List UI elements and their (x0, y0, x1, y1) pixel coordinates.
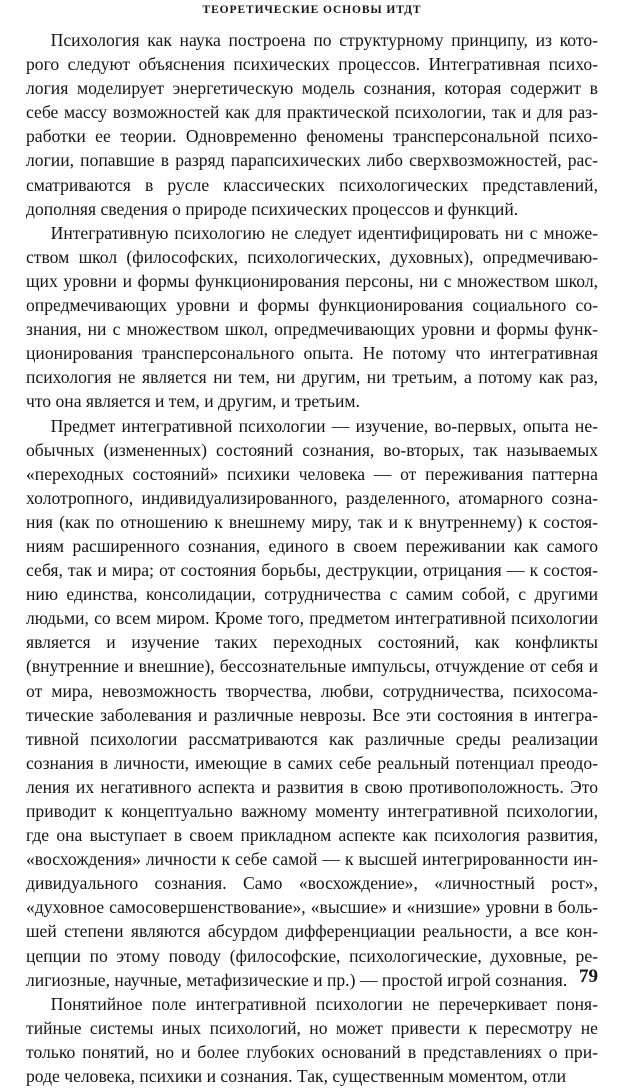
paragraph: Интегративную психологию не следует идентифицировать ни с множеством школ (философских, психологических, духовных), опредмечивающих уровни и формы функционирования персоны, ни с множеством школ, опредмечивающих уровни и формы функционирования социального сознания, ни с множеством школ, опредмечивающих уровни и формы функционирования трансперсонального опыта. Не потому что интегративная психология не является ни тем, ни другим, ни третьим, а потому как раз, что она является и тем, и другим, и третьим. (26, 222, 598, 412)
page-number: 79 (579, 966, 598, 987)
book-page (26, 0, 598, 1087)
paragraph: Предмет интегративной психологии — изучение, во-первых, опыта необычных (измененных) состояний сознания, во-вторых, так называемых «переходных состояний» психики человека — от переживания паттерна холотропного, индивидуализированного, разделенного, атомарного сознания (как по отношению к внешнему миру, так и к внутреннему) к состояниям расширенного сознания, единого в своем переживании как самого себя, так и мира; от состояния борьбы, деструкции, отрицания — к состоянию единства, консолидации, сотрудничества с самим собой, с другими людьми, со всем миром. Кроме того, предметом интегративной психологии является и изучение таких переходных состояний, как конфликты (внутренние и внешние), бессознательные импульсы, отчуждение от себя и от мира, невозможность творчества, любви, сотрудничества, психосоматические заболевания и различные неврозы. Все эти состояния в интегративной психологии рассматриваются как различные среды реализации сознания в личности, имеющие в самих себе реальный потенциал преодоления их негативного аспекта и развития в свою противоположность. Это приводит к концептуально важному моменту интегративной психологии, где она выступает в своем прикладном аспекте как психология развития, «восхождения» личности к себе самой — к высшей интегрированности индивидуального сознания. Само «восхождение», «личностный рост», «духовное самосовершенствование», «высшие» и «низшие» уровни в большей степени являются абсурдом дифференциации реальности, а все концепции по этому поводу (философские, психологические, духовные, религиозные, научные, метафизические и пр.) — простой игрой сознания. (26, 415, 598, 990)
paragraph: Психология как наука построена по структурному принципу, из которого следуют объяснения психических процессов. Интегративная психология моделирует энергетическую модель сознания, которая содержит в себе массу возможностей как для практической психологии, так и для разработки ее теории. Одновременно феномены трансперсональной психологии, попавшие в разряд парапсихических либо сверхвозможностей, рассматриваются в русле классических психологических представлений, дополняя сведения о природе психических процессов и функций. (26, 30, 598, 219)
body-text (26, 28, 598, 1088)
paragraph: Понятийное поле интегративной психологии не перечеркивает понятийные системы иных психологий, но может привести к пересмотру не только понятий, но и более глубоких оснований в представлениях о природе человека, психики и сознания. Так, существенным моментом, отли (26, 993, 598, 1087)
running-header: ТЕОРЕТИЧЕСКИЕ ОСНОВЫ ИТДТ (202, 4, 422, 16)
